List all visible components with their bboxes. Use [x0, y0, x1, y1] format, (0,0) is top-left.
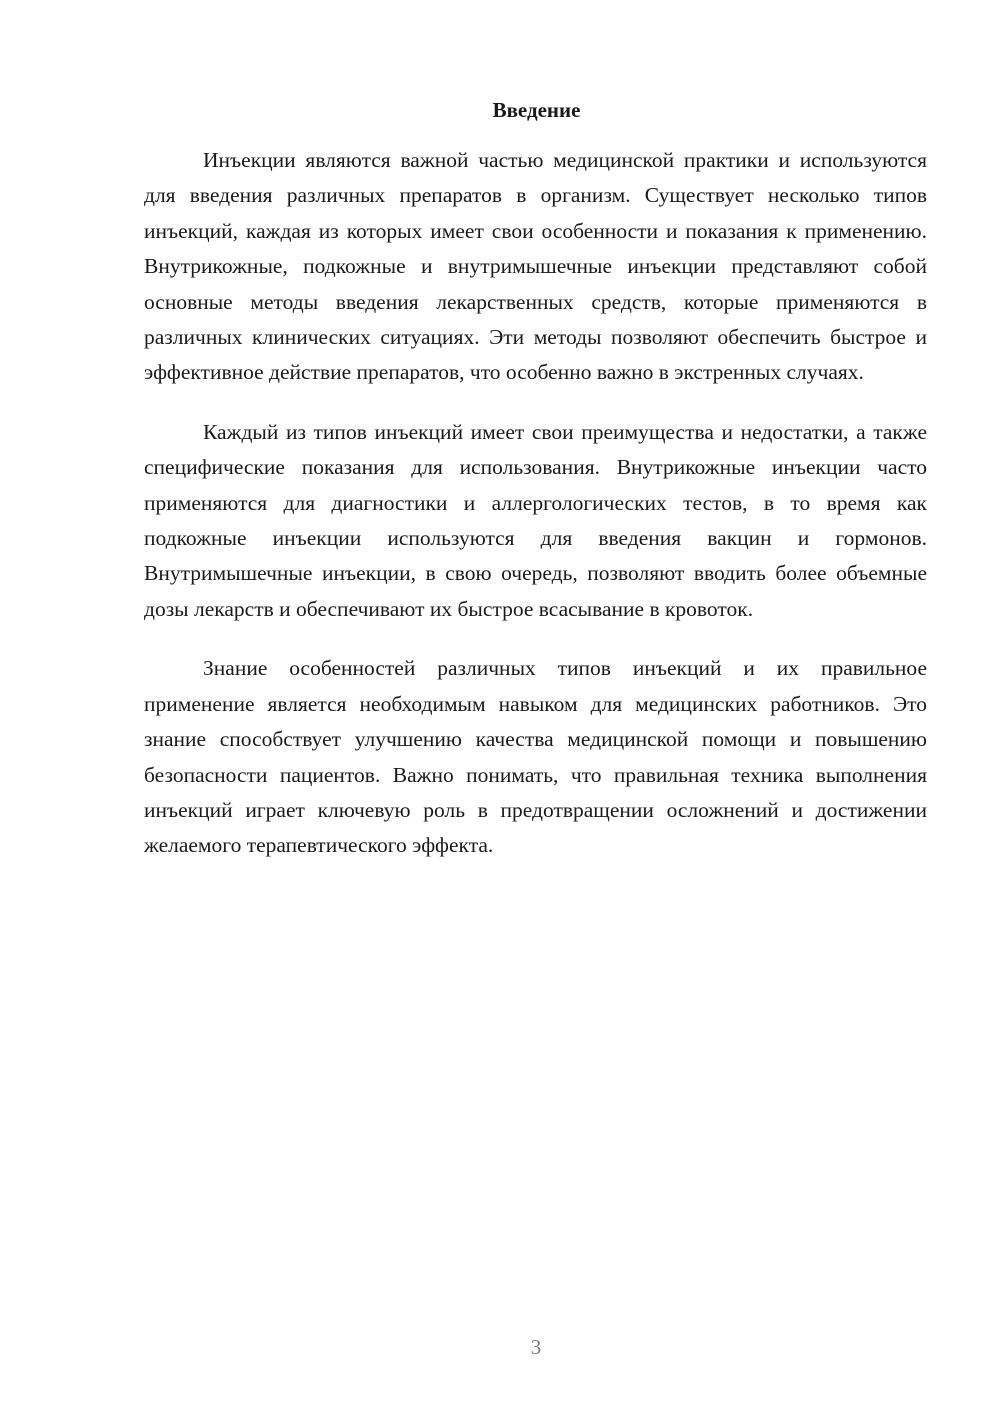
paragraph-2: Каждый из типов инъекций имеет свои преимущества и недостатки, а также специфические показания для использования. Внутрикожные инъекции часто применяются для диагностики и аллергологических тестов, в то время как подкожные инъекции используются для введения вакцин и гормонов. Внутримышечные инъекции, в свою очередь, позволяют вводить более объемные дозы лекарств и обеспечивают их быстрое всасывание в кровоток.: [144, 419, 927, 621]
page-number: 3: [530, 1335, 542, 1359]
paragraph-1: Инъекции являются важной частью медицинской практики и используются для введения различных препаратов в организм. Существует несколько типов инъекций, каждая из которых имеет свои особенности и показания к применению. Внутрикожные, подкожные и внутримышечные инъекции представляют собой основные методы введения лекарственных средств, которые применяются в различных клинических ситуациях. Эти методы позволяют обеспечить быстрое и эффективное действие препаратов, что особенно важно в экстренных случаях.: [144, 148, 927, 385]
section-heading: Введение: [492, 98, 581, 122]
paragraph-3: Знание особенностей различных типов инъекций и их правильное применение является необходимым навыком для медицинских работников. Это знание способствует улучшению качества медицинской помощи и повышению безопасности пациентов. Важно понимать, что правильная техника выполнения инъекций играет ключевую роль в предотвращении осложнений и достижении желаемого терапевтического эффекта.: [144, 656, 927, 858]
page-content: [144, 96, 927, 888]
